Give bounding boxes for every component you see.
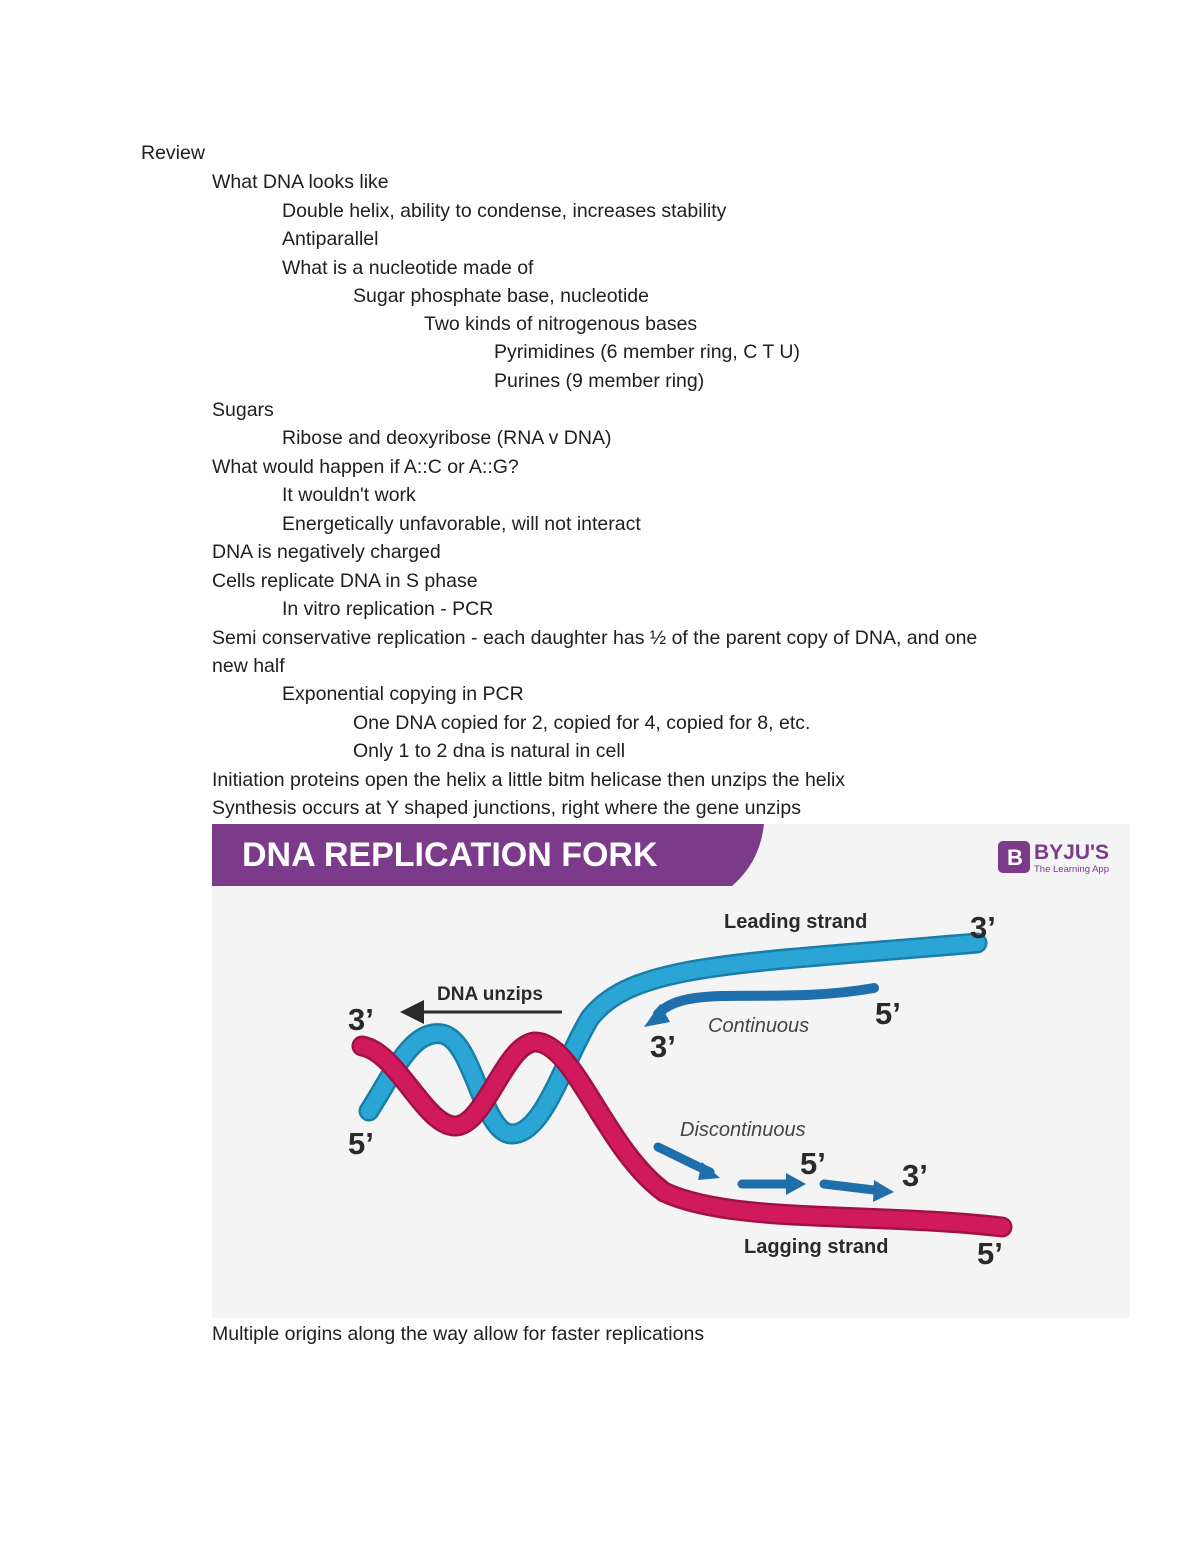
note-line: It wouldn't work [282,484,416,506]
lagging-strand-label: Lagging strand [744,1236,889,1258]
note-line: In vitro replication - PCR [282,598,494,620]
note-line: Sugar phosphate base, nucleotide [353,285,649,307]
dna-replication-fork-figure [212,824,1130,1318]
note-line: Only 1 to 2 dna is natural in cell [353,740,626,762]
note-line: Pyrimidines (6 member ring, C T U) [494,341,800,363]
note-line: Exponential copying in PCR [282,683,524,705]
note-line: What is a nucleotide made of [282,257,534,279]
note-line: Energetically unfavorable, will not interact [282,513,641,535]
note-line: Antiparallel [282,228,379,250]
note-line: Two kinds of nitrogenous bases [424,313,698,335]
note-line: Sugars [212,399,274,421]
note-line: Double helix, ability to condense, increases stability [282,200,727,222]
dna-unzips-label: DNA unzips [437,984,543,1005]
brand-tagline: The Learning App [1034,864,1110,875]
leading-strand-label: Leading strand [724,911,868,933]
byjus-logo [998,841,1109,875]
discontinuous-label: Discontinuous [680,1119,806,1141]
note-line: Initiation proteins open the helix a little bitm helicase then unzips the helix [212,769,846,791]
note-line: new half [212,655,285,677]
left-3prime-label: 3’ [348,1002,374,1037]
note-line: Synthesis occurs at Y shaped junctions, right where the gene unzips [212,797,801,819]
okazaki-5prime-label: 5’ [800,1146,826,1181]
continuous-5prime-label: 5’ [875,996,901,1031]
note-line: Purines (9 member ring) [494,370,705,392]
note-line: Semi conservative replication - each daughter has ½ of the parent copy of DNA, and one [212,627,978,649]
lagging-5prime-label: 5’ [977,1236,1003,1271]
okazaki-3prime-label: 3’ [902,1158,928,1193]
brand-name: BYJU'S [1034,841,1110,864]
svg-text:B: B [1007,845,1023,870]
left-5prime-label: 5’ [348,1126,374,1161]
continuous-3prime-label: 3’ [650,1029,676,1064]
leading-3prime-label: 3’ [970,910,996,945]
note-line: What would happen if A::C or A::G? [212,456,519,478]
continuous-strand-arrow [658,988,874,1014]
note-line: Ribose and deoxyribose (RNA v DNA) [282,427,612,449]
note-line: One DNA copied for 2, copied for 4, copied for 8, etc. [353,712,811,734]
figure-title: DNA REPLICATION FORK [242,836,658,874]
note-line: What DNA looks like [212,171,389,193]
continuous-label: Continuous [708,1015,810,1037]
note-line: DNA is negatively charged [212,541,441,563]
note-line: Cells replicate DNA in S phase [212,570,478,592]
heading-review: Review [141,142,205,164]
note-line: Multiple origins along the way allow for faster replications [212,1323,705,1345]
